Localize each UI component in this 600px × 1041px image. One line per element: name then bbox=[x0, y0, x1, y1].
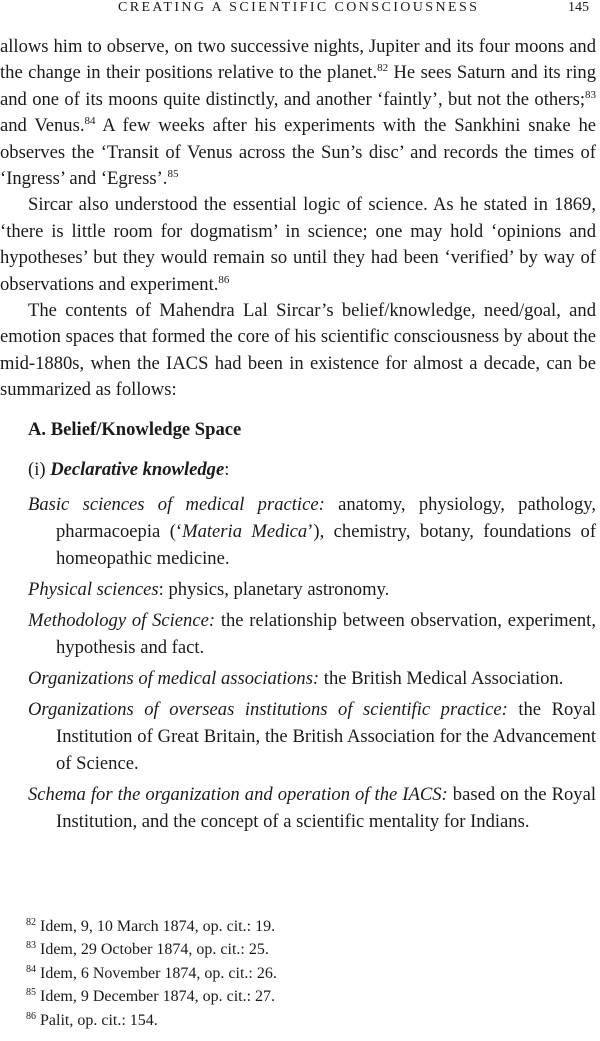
footnote-number: 83 bbox=[26, 940, 36, 952]
sub-heading bbox=[28, 457, 596, 483]
entry-text: ’), chemistry, botany, foundations of homeopathic medicine. bbox=[56, 520, 597, 569]
paragraph-continuation bbox=[0, 34, 596, 192]
paragraph-logic-of-science bbox=[0, 192, 596, 298]
entry-text: anatomy, physiology, pathology, pharmacoepia (‘ bbox=[56, 493, 596, 542]
entry-term: Organizations of overseas institutions of scientific practice: bbox=[28, 698, 508, 720]
footnote-ref-83: 83 bbox=[585, 88, 596, 101]
entry-text: based on the Royal Institution, and the concept of a scientific mentality for Indians. bbox=[56, 783, 596, 832]
footnotes bbox=[26, 915, 586, 1032]
paragraph-summary-intro: The contents of Mahendra Lal Sircar’s belief/knowledge, need/goal, and emotion spaces that formed the core of his scientific consciousness by about the mid-1880s, when the IACS had been in existence for almost a decade, can be summarized as follows: bbox=[0, 300, 596, 401]
knowledge-entry bbox=[0, 576, 596, 603]
paragraph-text: A few weeks after his experiments with the Sankhini snake he observes the ‘Transit of Venus across the Sun’s disc’ and records the times of ‘Ingress’ and ‘Egress’. bbox=[0, 115, 596, 190]
section-heading: A. Belief/Knowledge Space bbox=[28, 418, 242, 440]
page-header bbox=[0, 0, 600, 22]
entry-term: Organizations of medical associations: bbox=[28, 667, 320, 689]
sub-heading-colon: : bbox=[224, 458, 230, 480]
sub-heading-number: (i) bbox=[28, 458, 51, 480]
footnote-text: Palit, op. cit.: 154. bbox=[36, 1011, 158, 1029]
footnote-86 bbox=[26, 1009, 586, 1032]
footnote-number: 85 bbox=[26, 987, 36, 999]
footnote-ref-85: 85 bbox=[167, 168, 179, 181]
entry-term: Schema for the organization and operation of the IACS: bbox=[28, 783, 448, 805]
knowledge-entry bbox=[0, 665, 596, 692]
paragraph-text: Sircar also understood the essential logic of science. As he stated in 1869, ‘there is little room for dogmatism’ in science; one may hold ‘opinions and hypotheses’ but they would remain so until they had been ‘verified’ by way of observations and experiment. bbox=[0, 194, 596, 295]
footnote-text: Idem, 9 December 1874, op. cit.: 27. bbox=[36, 988, 276, 1006]
knowledge-entry bbox=[0, 491, 596, 572]
entry-term: Basic sciences of medical practice: bbox=[28, 493, 325, 515]
entry-text: the British Medical Association. bbox=[319, 667, 564, 689]
footnote-number: 82 bbox=[26, 917, 36, 928]
knowledge-entry bbox=[0, 696, 596, 777]
footnote-83 bbox=[26, 938, 586, 961]
entry-text: the relationship between observation, experiment, hypothesis and fact. bbox=[56, 609, 596, 658]
entry-text: the Royal Institution of Great Britain, the British Association for the Advancement of Science. bbox=[56, 698, 596, 774]
body-text bbox=[0, 34, 596, 839]
footnote-ref-84: 84 bbox=[84, 115, 96, 128]
paragraph-text: allows him to observe, on two successive nights, Jupiter and its four moons and the change in their positions relative to the planet. bbox=[0, 36, 596, 84]
paragraph-text: and Venus. bbox=[0, 115, 85, 137]
footnote-text: Idem, 9, 10 March 1874, op. cit.: 19. bbox=[36, 918, 276, 935]
footnote-number: 84 bbox=[26, 963, 36, 975]
footnote-ref-86: 86 bbox=[218, 273, 230, 286]
footnote-ref-82: 82 bbox=[377, 62, 389, 75]
knowledge-entry bbox=[0, 781, 596, 835]
footnote-82 bbox=[26, 915, 586, 938]
running-head: CREATING A SCIENTIFIC CONSCIOUSNESS bbox=[118, 0, 480, 15]
paragraph-text: He sees Saturn and its ring and one of its moons quite distinctly, and another ‘faintly’, but not the others; bbox=[0, 62, 596, 110]
knowledge-entry bbox=[0, 607, 596, 661]
footnote-text: Idem, 29 October 1874, op. cit.: 25. bbox=[36, 941, 269, 959]
entry-italic-text: Materia Medica bbox=[182, 520, 308, 542]
entry-text: : physics, planetary astronomy. bbox=[158, 578, 390, 600]
sub-heading-title: Declarative knowledge bbox=[50, 458, 225, 480]
footnote-text: Idem, 6 November 1874, op. cit.: 26. bbox=[36, 964, 277, 982]
footnote-84 bbox=[26, 962, 586, 985]
entry-term: Physical sciences bbox=[28, 578, 159, 600]
footnote-number: 86 bbox=[26, 1010, 36, 1022]
entry-term: Methodology of Science: bbox=[28, 609, 216, 631]
page-number: 145 bbox=[568, 0, 589, 15]
footnote-85 bbox=[26, 985, 586, 1008]
